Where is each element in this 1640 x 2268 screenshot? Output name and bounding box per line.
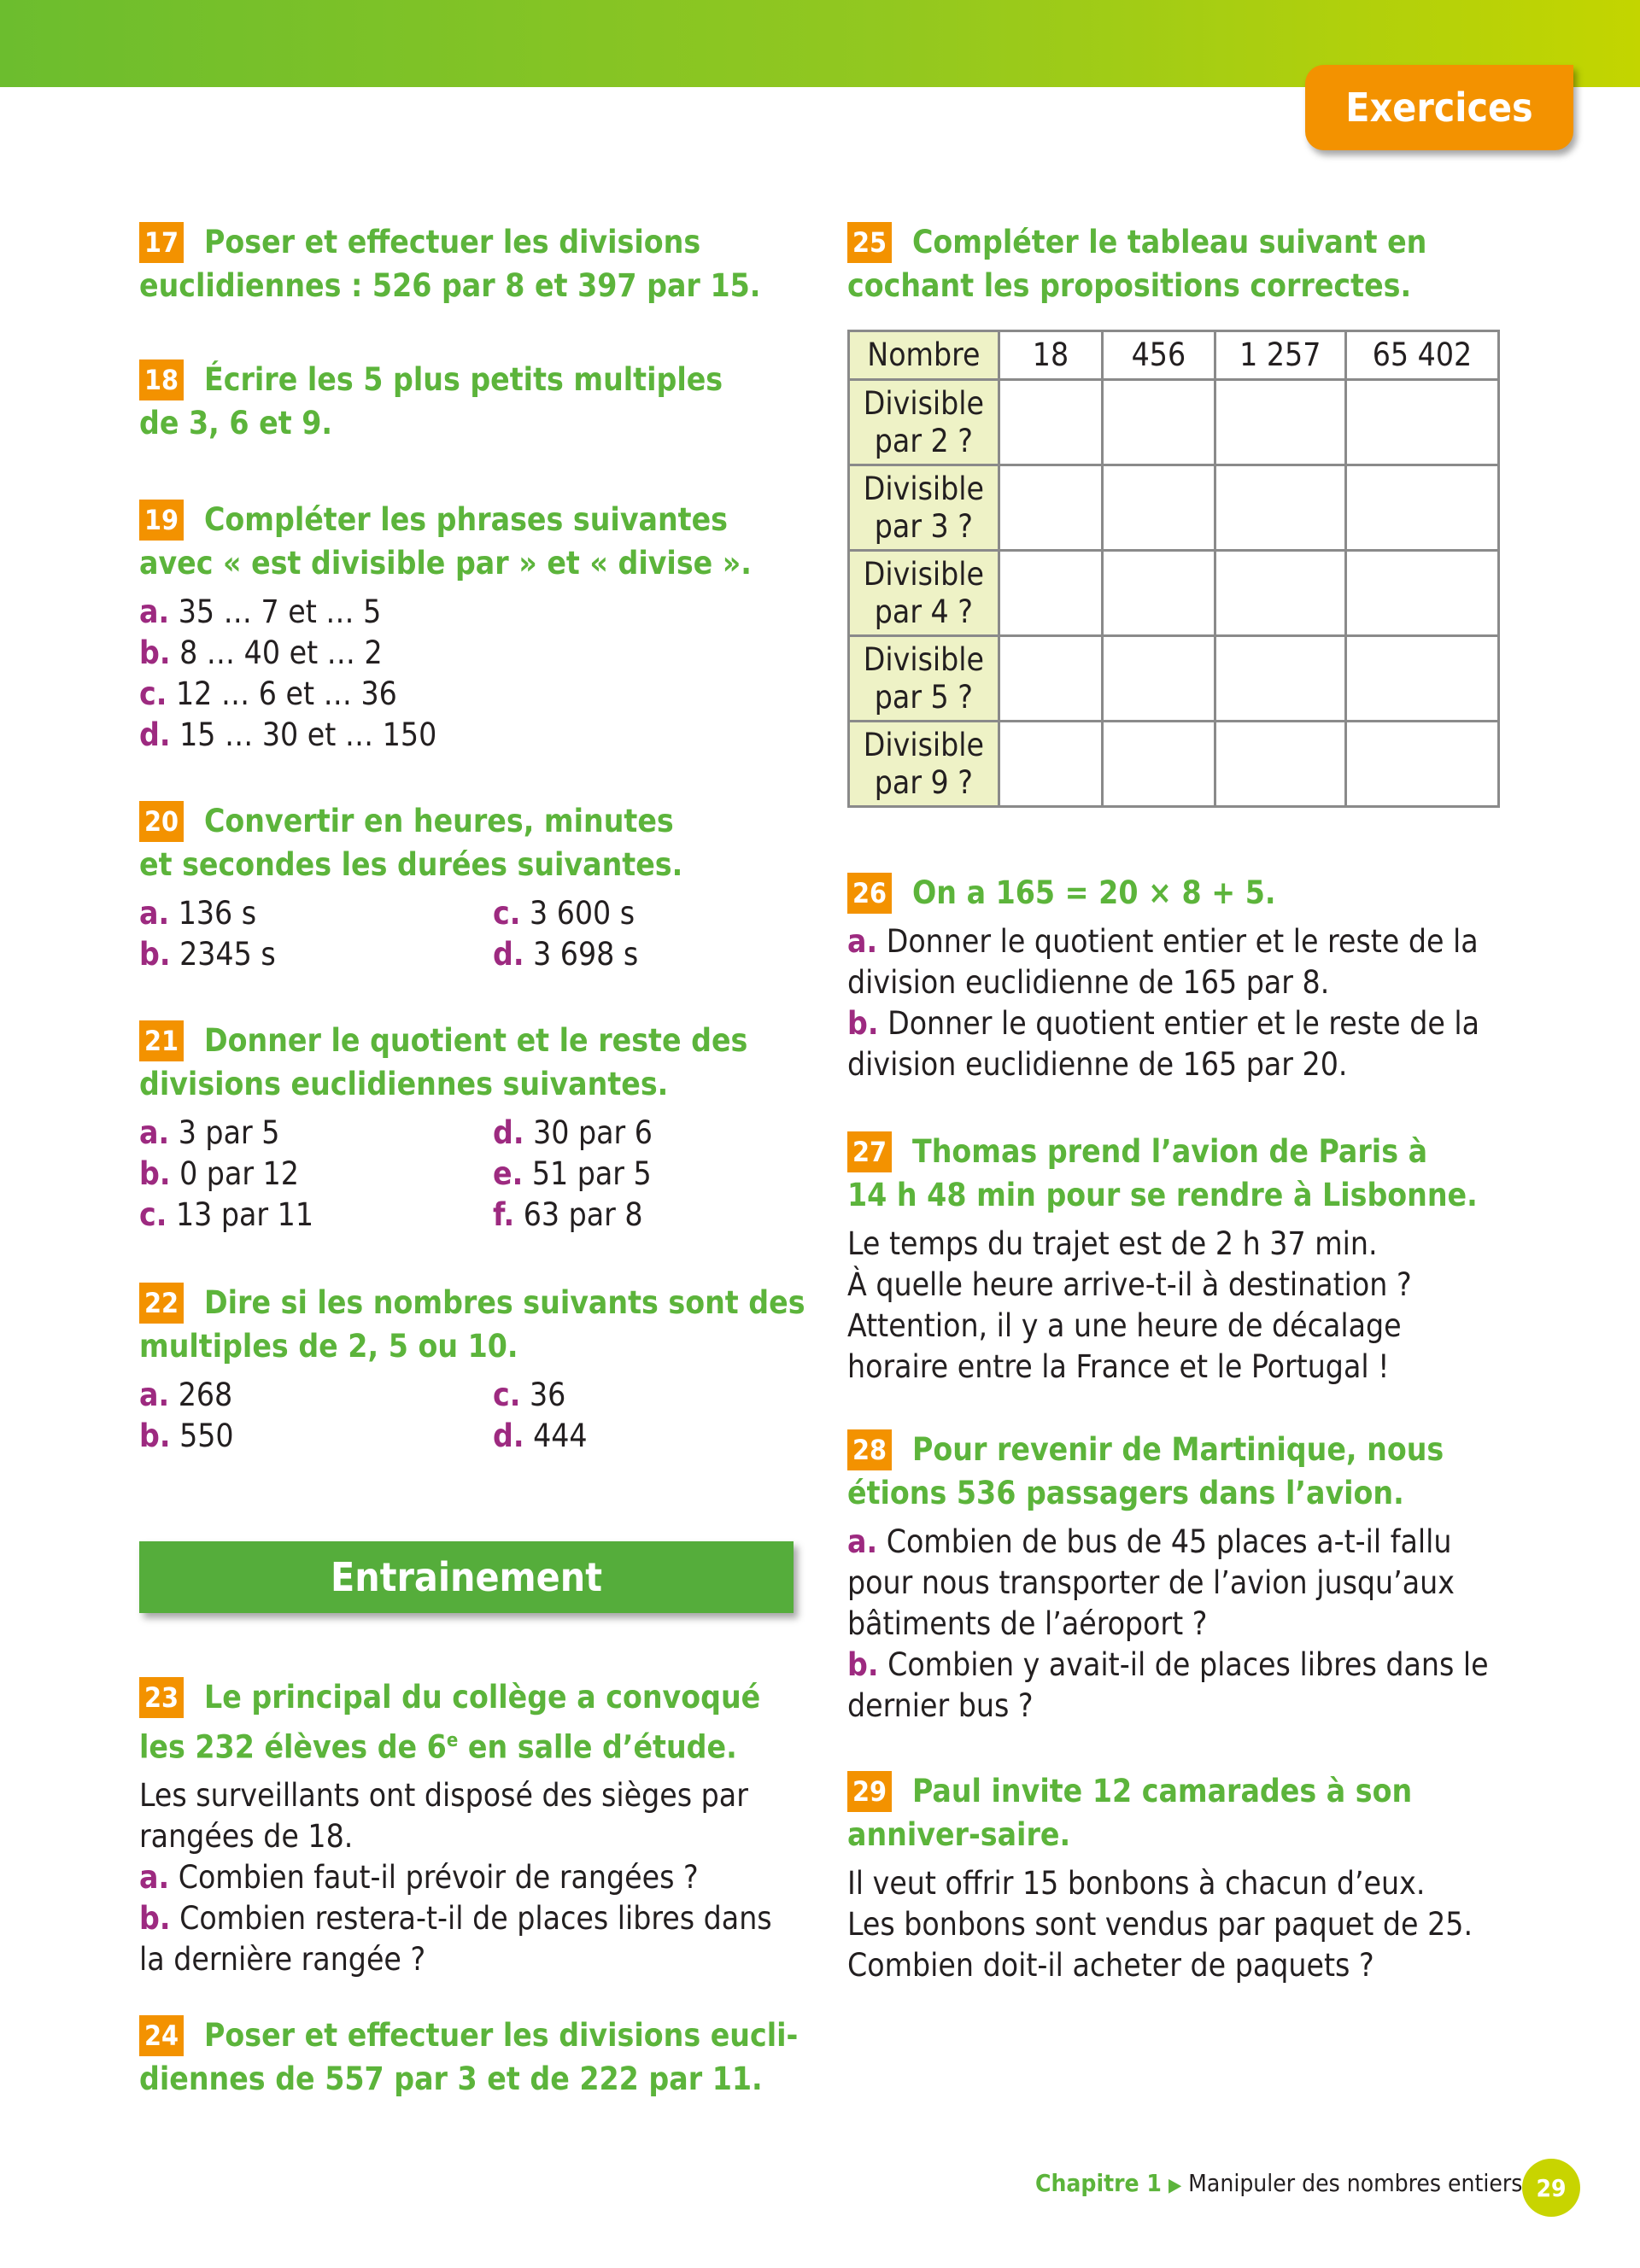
exercise-19 [139, 498, 805, 756]
footer-chapter [1035, 2169, 1522, 2197]
table-cell [1215, 380, 1345, 465]
list-item: b. Combien y avait-il de places libres dans le dernier bus ? [847, 1646, 1489, 1724]
exercise-22 [139, 1281, 805, 1457]
exercise-29 [847, 1769, 1514, 1986]
list-item: a. Combien faut-il prévoir de rangées ? [139, 1859, 699, 1897]
exercise-20-items [139, 893, 805, 975]
list-item: b. 550 [139, 1418, 234, 1454]
table-cell [1103, 636, 1215, 722]
table-cell [1215, 722, 1345, 807]
exercise-number-badge: 26 [847, 873, 892, 914]
exercise-24-title: 24 Poser et effectuer les divisions eucli-diennes de 557 par 3 et de 222 par 11. [139, 2017, 799, 2097]
exercise-17 [139, 220, 805, 307]
table-cell [999, 722, 1102, 807]
list-item: d. 15 … 30 et … 150 [139, 716, 437, 753]
exercise-number-badge: 27 [847, 1131, 892, 1172]
table-cell [999, 636, 1102, 722]
list-item: a. 268 [139, 1377, 233, 1413]
exercise-24 [139, 2014, 805, 2101]
list-item: c. 36 [493, 1377, 566, 1413]
exercise-17-title: 17 Poser et effectuer les divisions euclidiennes : 526 par 8 et 397 par 15. [139, 224, 761, 304]
exercise-29-title: 29 Paul invite 12 camarades à son anniver-saire. [847, 1773, 1413, 1853]
exercise-26-items [847, 921, 1514, 1085]
table-header-row [849, 331, 1499, 380]
exercise-19-title: 19 Compléter les phrases suivantes avec « est divisible par » et « divise ». [139, 501, 752, 582]
table-cell [1103, 551, 1215, 636]
exercices-tab: Exercices [1305, 65, 1573, 150]
table-cell [1345, 636, 1498, 722]
table-cell [1103, 465, 1215, 551]
exercise-22-title: 22 Dire si les nombres suivants sont des multiples de 2, 5 ou 10. [139, 1284, 805, 1365]
exercise-23 [139, 1675, 805, 1980]
table-header-cell: Nombre [849, 331, 999, 380]
chapter-label: Chapitre 1 [1035, 2169, 1162, 2197]
exercise-20 [139, 799, 805, 975]
exercise-number-badge: 24 [139, 2015, 184, 2056]
exercise-28-items [847, 1522, 1514, 1727]
list-item: d. 444 [493, 1418, 588, 1454]
list-item: d. 30 par 6 [493, 1114, 653, 1151]
exercise-number-badge: 22 [139, 1283, 184, 1324]
row-label: Divisible par 3 ? [849, 465, 999, 551]
exercise-25-title: 25 Compléter le tableau suivant en cochant les propositions correctes. [847, 224, 1427, 304]
table-header-cell: 456 [1103, 331, 1215, 380]
row-label: Divisible par 5 ? [849, 636, 999, 722]
list-item: b. Combien restera-t-il de places libres dans la dernière rangée ? [139, 1900, 772, 1979]
exercise-23-body [139, 1775, 805, 1980]
list-item: f. 63 par 8 [493, 1196, 643, 1233]
list-item: b. 2345 s [139, 936, 276, 973]
table-header-cell: 65 402 [1345, 331, 1498, 380]
row-label: Divisible par 4 ? [849, 551, 999, 636]
section-header-entrainement: Entrainement [139, 1541, 794, 1613]
table-header-cell: 1 257 [1215, 331, 1345, 380]
chapter-title: Manipuler des nombres entiers [1188, 2169, 1523, 2197]
table-cell [999, 551, 1102, 636]
table-cell [1103, 722, 1215, 807]
list-item: c. 3 600 s [493, 895, 636, 932]
list-item: b. 0 par 12 [139, 1155, 299, 1192]
table-cell [1215, 551, 1345, 636]
intro-text: Les surveillants ont disposé des sièges par rangées de 18. [139, 1777, 748, 1856]
exercise-28-title: 28 Pour revenir de Martinique, nous étions 536 passagers dans l’avion. [847, 1431, 1444, 1511]
row-label: Divisible par 9 ? [849, 722, 999, 807]
exercise-number-badge: 21 [139, 1020, 184, 1061]
exercise-27-title: 27 Thomas prend l’avion de Paris à 14 h 48 min pour se rendre à Lisbonne. [847, 1133, 1478, 1213]
table-cell [1215, 636, 1345, 722]
exercise-number-badge: 18 [139, 359, 184, 400]
exercise-number-badge: 23 [139, 1677, 184, 1718]
exercise-number-badge: 25 [847, 222, 892, 263]
exercise-19-items [139, 592, 805, 756]
triangle-right-icon: ▶ [1168, 2175, 1182, 2196]
table-cell [1345, 551, 1498, 636]
table-cell [1103, 380, 1215, 465]
table-row [849, 636, 1499, 722]
table-cell [1345, 722, 1498, 807]
exercise-25 [847, 220, 1514, 808]
exercise-number-badge: 17 [139, 222, 184, 263]
list-item: c. 12 … 6 et … 36 [139, 675, 397, 712]
list-item: d. 3 698 s [493, 936, 639, 973]
list-item: c. 13 par 11 [139, 1196, 313, 1233]
page-number: 29 [1522, 2159, 1580, 2217]
exercise-26 [847, 871, 1514, 1085]
exercise-20-title: 20 Convertir en heures, minutes et secondes les durées suivantes. [139, 803, 683, 883]
exercise-21-items [139, 1113, 805, 1236]
list-item: e. 51 par 5 [493, 1155, 652, 1192]
exercise-18 [139, 358, 805, 445]
exercise-21-title: 21 Donner le quotient et le reste des divisions euclidiennes suivantes. [139, 1022, 748, 1102]
table-header-cell: 18 [999, 331, 1102, 380]
row-label: Divisible par 2 ? [849, 380, 999, 465]
list-item: a. 3 par 5 [139, 1114, 280, 1151]
exercise-number-badge: 20 [139, 801, 184, 842]
exercise-number-badge: 28 [847, 1429, 892, 1470]
exercise-number-badge: 29 [847, 1771, 892, 1812]
exercise-28 [847, 1428, 1514, 1727]
table-cell [1215, 465, 1345, 551]
table-cell [999, 380, 1102, 465]
table-row [849, 551, 1499, 636]
list-item: b. 8 … 40 et … 2 [139, 634, 383, 671]
divisibility-table [847, 330, 1500, 808]
exercise-27 [847, 1130, 1514, 1388]
table-cell [999, 465, 1102, 551]
table-row [849, 722, 1499, 807]
exercise-22-items [139, 1375, 805, 1457]
exercise-18-title: 18 Écrire les 5 plus petits multiples de 3, 6 et 9. [139, 361, 723, 441]
table-row [849, 465, 1499, 551]
table-cell [1345, 465, 1498, 551]
list-item: a. 136 s [139, 895, 257, 932]
list-item: a. 35 … 7 et … 5 [139, 593, 382, 630]
exercise-21 [139, 1019, 805, 1236]
list-item: a. Donner le quotient entier et le reste de la division euclidienne de 165 par 8. [847, 923, 1479, 1001]
table-row [849, 380, 1499, 465]
list-item: b. Donner le quotient entier et le reste de la division euclidienne de 165 par 20. [847, 1005, 1480, 1083]
exercise-23-title: 23 Le principal du collège a convoqué les 232 élèves de 6e en salle d’étude. [139, 1679, 761, 1766]
exercise-29-body: Il veut offrir 15 bonbons à chacun d’eux. Les bonbons sont vendus par paquet de 25. Combien doit-il acheter de paquets ? [847, 1865, 1473, 1984]
exercise-26-title: 26 On a 165 = 20 × 8 + 5. [847, 871, 1514, 915]
exercise-number-badge: 19 [139, 500, 184, 541]
list-item: a. Combien de bus de 45 places a-t-il fallu pour nous transporter de l’avion jusqu’aux bâtiments de l’aéroport ? [847, 1523, 1455, 1642]
table-cell [1345, 380, 1498, 465]
exercise-27-body: Le temps du trajet est de 2 h 37 min. À quelle heure arrive-t-il à destination ? Attention, il y a une heure de décalage horaire entre la France et le Portugal ! [847, 1225, 1412, 1385]
